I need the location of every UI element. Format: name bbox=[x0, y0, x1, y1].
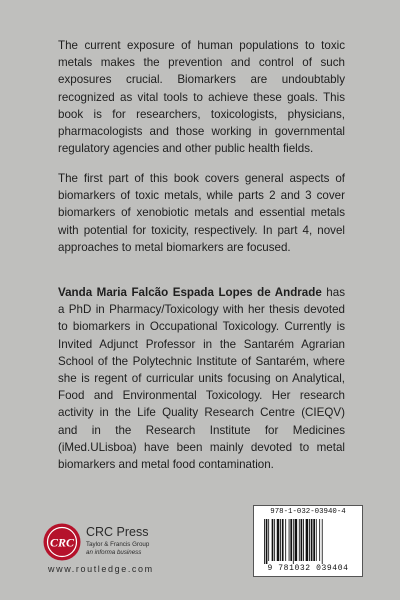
barcode-bar bbox=[295, 519, 298, 561]
barcode-bar bbox=[268, 519, 269, 561]
barcode-bar bbox=[319, 519, 320, 561]
barcode-bar bbox=[313, 519, 315, 561]
publisher-group: Taylor & Francis Group bbox=[86, 541, 150, 548]
isbn-label: 978-1-032-03940-4 bbox=[270, 508, 346, 516]
isbn-barcode bbox=[253, 505, 363, 577]
barcode-bar bbox=[301, 519, 303, 561]
barcode-bar bbox=[303, 519, 304, 561]
barcode-bar bbox=[264, 519, 265, 564]
barcode-bar bbox=[290, 519, 292, 561]
barcode-bar bbox=[289, 519, 290, 561]
crc-press-logo-icon bbox=[42, 522, 82, 562]
author-bio-paragraph bbox=[58, 284, 345, 473]
barcode-bar bbox=[316, 519, 317, 561]
barcode-digits: 9 781032 039404 bbox=[267, 564, 349, 573]
publisher-business: an informa business bbox=[86, 549, 142, 556]
barcode-bar bbox=[293, 519, 294, 564]
description-paragraph-1: The current exposure of human populations to toxic metals makes the prevention and control of such exposures crucial. Biomarkers are undoubtably recognized as vital tools to achieve these goals. This book is for researchers, toxicologists, physicians, pharmacologists and those working in governmental regulatory agencies and other public health fields. bbox=[58, 39, 345, 156]
barcode-bar bbox=[277, 519, 280, 561]
barcode-bar bbox=[285, 519, 286, 561]
publisher-block bbox=[42, 522, 202, 572]
barcode-bar bbox=[274, 519, 275, 561]
author-name: Vanda Maria Falcão Espada Lopes de Andrade bbox=[58, 286, 322, 299]
description-paragraph-2: The first part of this book covers general aspects of biomarkers of toxic metals, while parts 2 and 3 cover biomarkers of xenobiotic metals and essential metals with potential for toxicity, respectively. In part 4, novel approaches to metal biomarkers are focused. bbox=[58, 172, 345, 254]
barcode-bar bbox=[282, 519, 284, 561]
publisher-name: CRC Press bbox=[86, 525, 149, 539]
barcode-bar bbox=[306, 519, 309, 561]
barcode-bar bbox=[299, 519, 300, 561]
barcode-bar bbox=[309, 519, 310, 561]
crc-logo-text: CRC bbox=[49, 535, 75, 550]
barcode-bar bbox=[280, 519, 281, 561]
barcode-bars bbox=[263, 519, 357, 564]
barcode-bar bbox=[272, 519, 274, 561]
author-bio-text: has a PhD in Pharmacy/Toxicology with her thesis devoted to biomarkers in Occupational Toxicology. Currently is Invited Adjunct Professor in the Santarém Agrarian School of the Polytechnic Institute of Santarém, where she is regent of curricular units focusing on Analytical, Food and Environmental Toxicology. Her research activity in the Life Quality Research Centre (CIEQV) and in the Research Institute for Medicines (iMed.ULisboa) have been mainly devoted to metal biomarkers and metal food contamination. bbox=[58, 286, 345, 472]
barcode-bar bbox=[266, 519, 268, 564]
barcode-bar bbox=[311, 519, 313, 561]
publisher-url: www.routledge.com bbox=[48, 564, 154, 574]
barcode-bar bbox=[322, 519, 323, 564]
